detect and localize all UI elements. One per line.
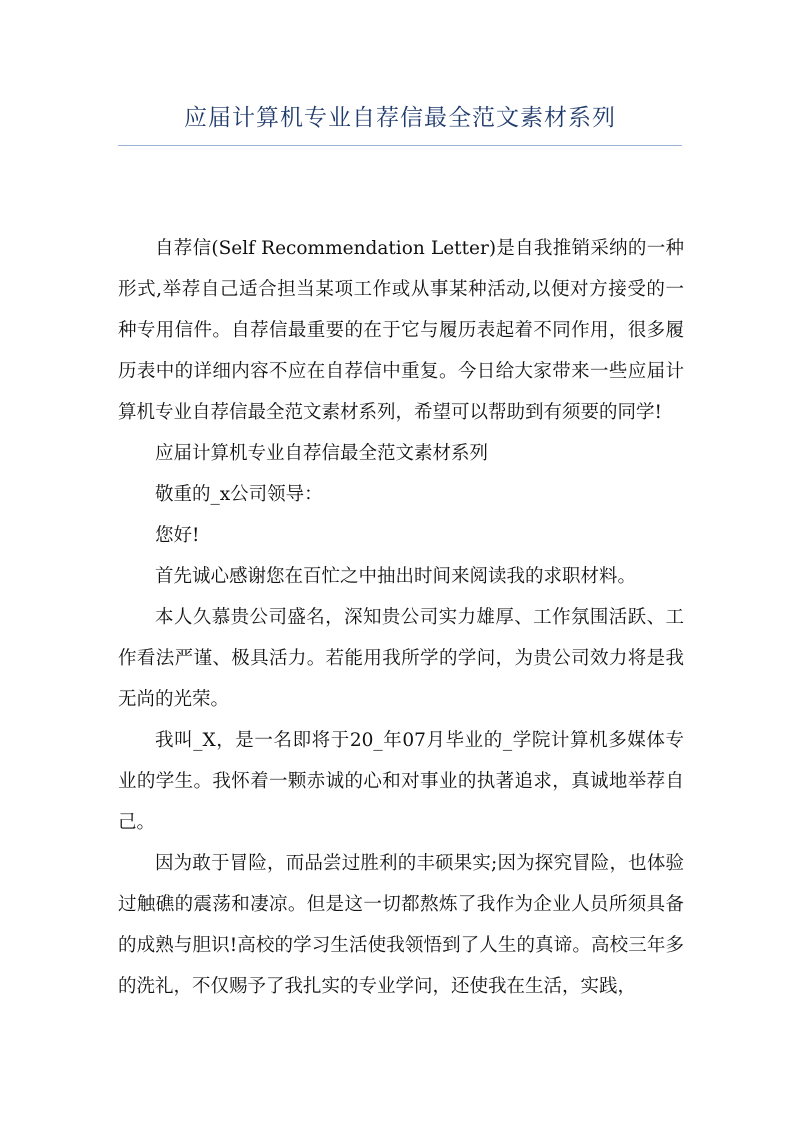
title-underline — [118, 145, 682, 146]
salutation: 敬重的_x公司领导： — [155, 484, 323, 505]
body-paragraph: 因为敢于冒险，而品尝过胜利的丰硕果实;因为探究冒险，也体验过触礁的震荡和凄凉。但是这一切都熬炼了我作为企业人员所须具备的成熟与胆识!高校的学习生活使我领悟到了人生的真谛。高校三年多的洗礼，不仅赐予了我扎实的专业学问，还使我在生活，实践， — [118, 853, 684, 997]
document-title: 应届计算机专业自荐信最全范文素材系列 — [184, 105, 616, 131]
greeting: 您好! — [155, 525, 200, 546]
body-paragraph: 本人久慕贵公司盛名，深知贵公司实力雄厚、工作氛围活跃、工作看法严谨、极具活力。若能用我所学的学问，为贵公司效力将是我无尚的光荣。 — [118, 607, 684, 710]
letter-heading: 应届计算机专业自荐信最全范文素材系列 — [155, 443, 489, 464]
intro-paragraph: 自荐信(Self Recommendation Letter)是自我推销采纳的一种形式,举荐自己适合担当某项工作或从事某种活动,以便对方接受的一种专用信件。自荐信最重要的在于它与履历表起着不同作用，很多履历表中的详细内容不应在自荐信中重复。今日给大家带来一些应届计算机专业自荐信最全范文素材系列，希望可以帮助到有须要的同学! — [118, 238, 684, 423]
body-paragraph: 首先诚心感谢您在百忙之中抽出时间来阅读我的求职材料。 — [155, 566, 637, 587]
body-paragraph: 我叫_X，是一名即将于20_年07月毕业的_学院计算机多媒体专业的学生。我怀着一颗赤诚的心和对事业的执著追求，真诚地举荐自己。 — [118, 730, 684, 833]
document-body — [118, 228, 684, 1007]
